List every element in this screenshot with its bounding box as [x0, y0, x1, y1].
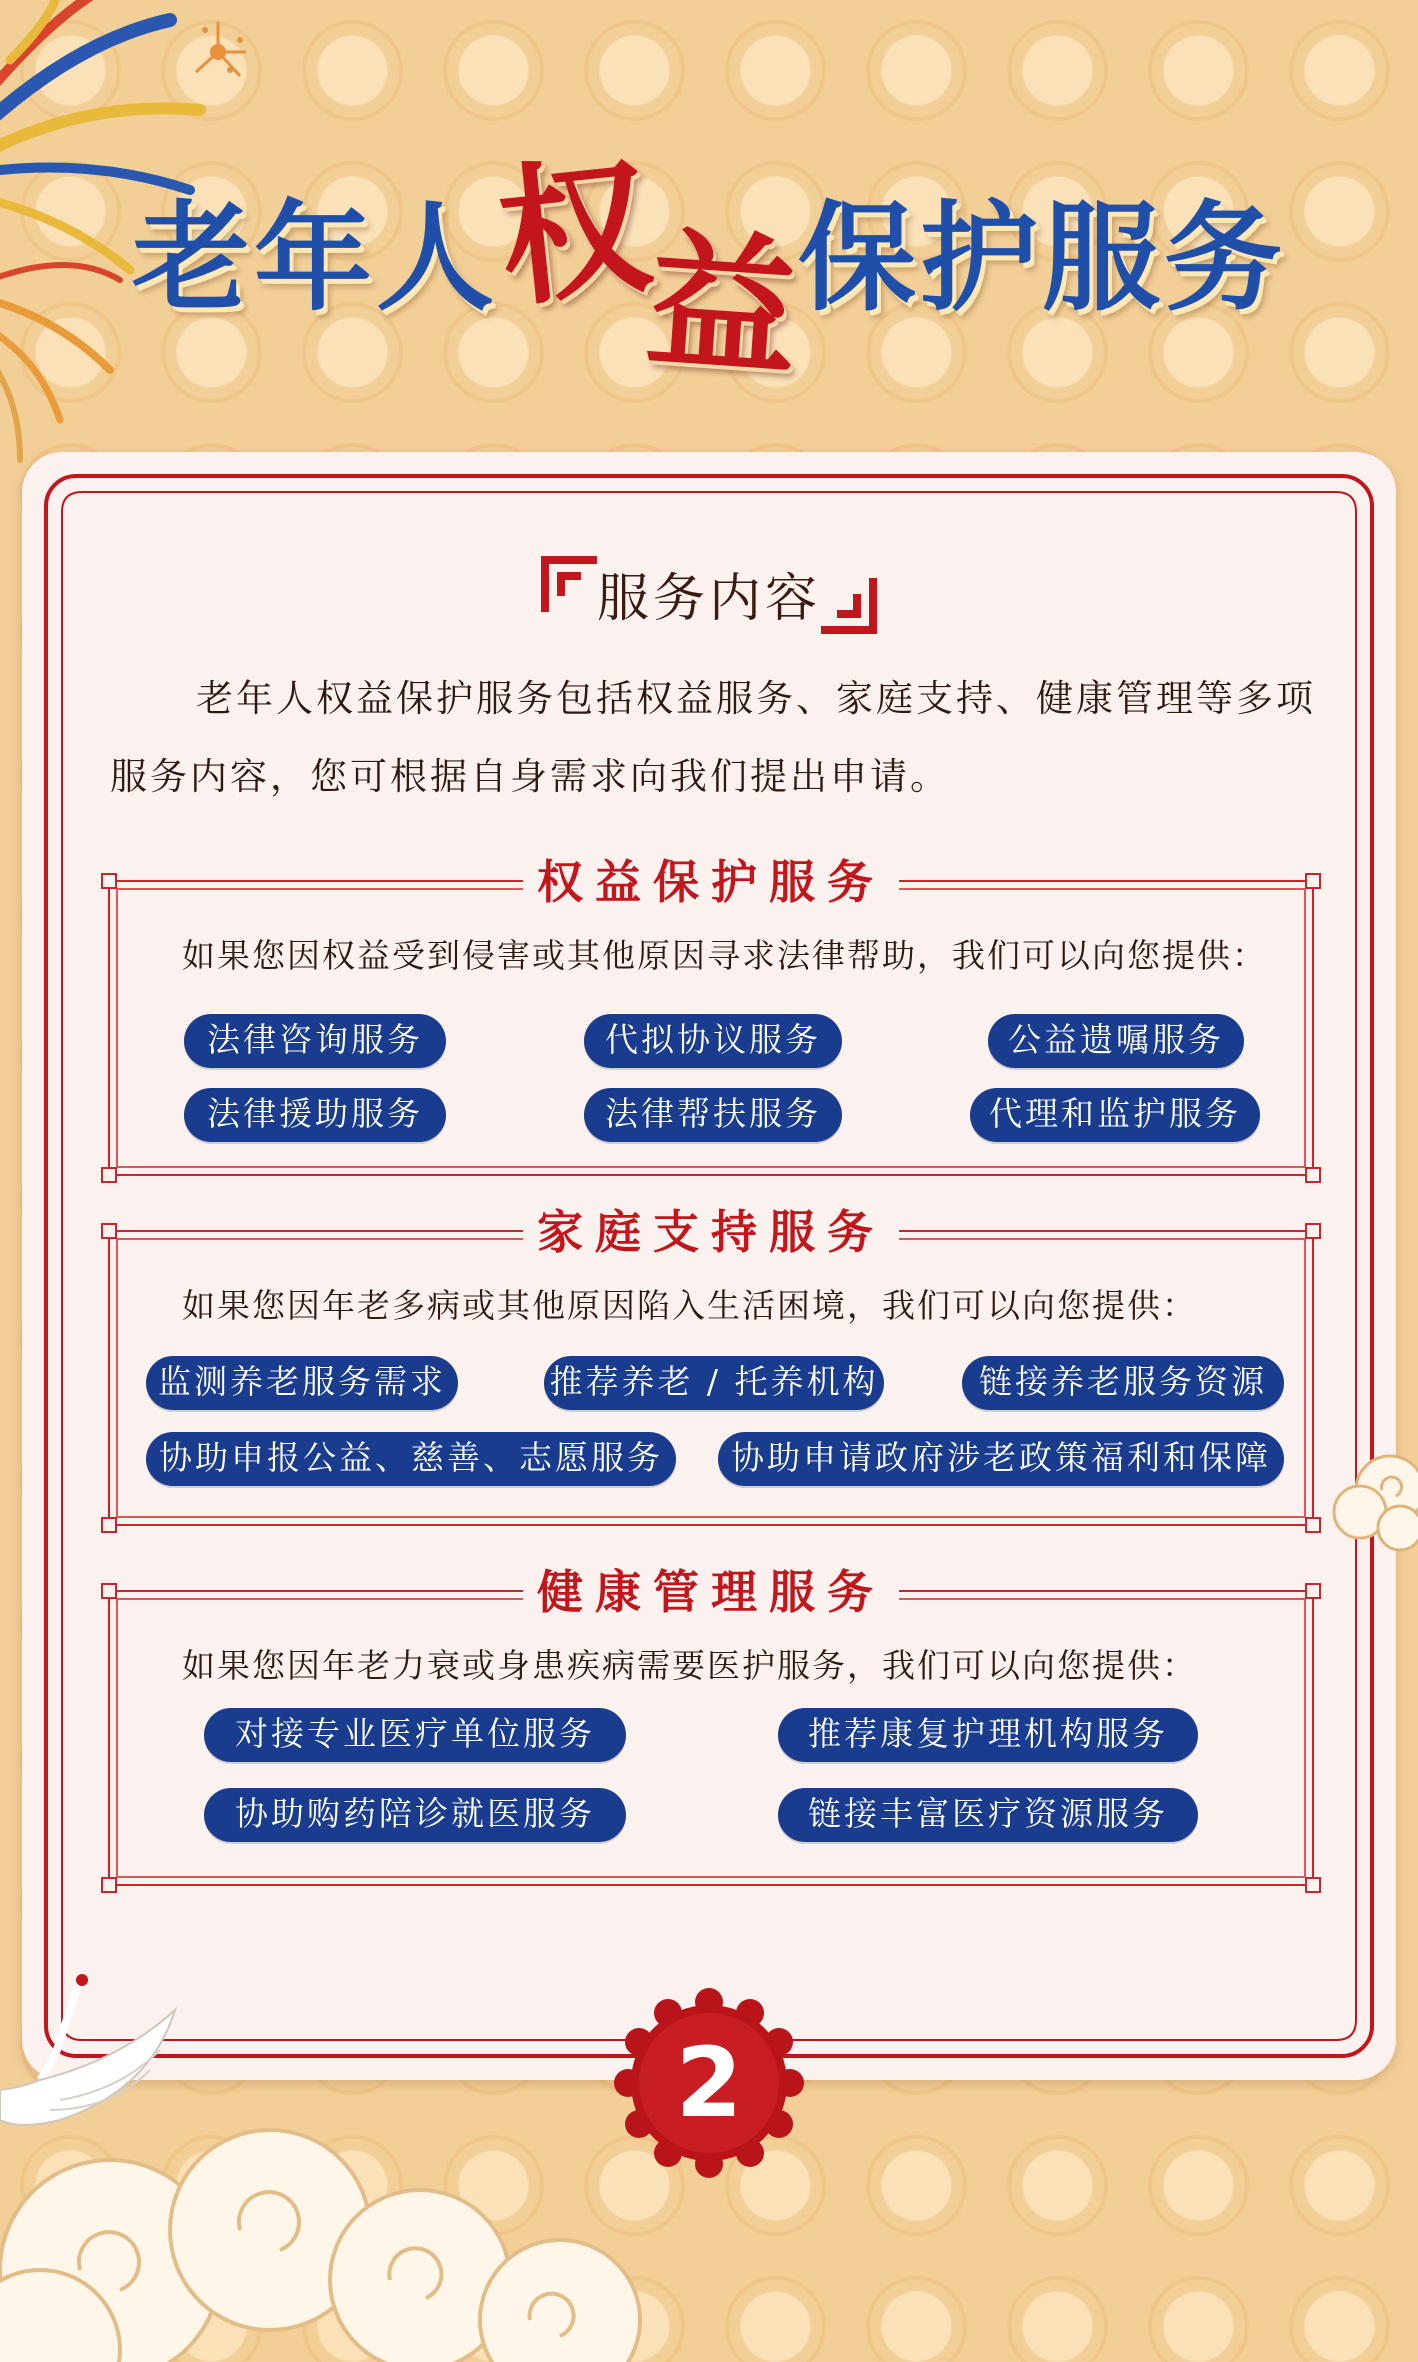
service-pill-legal-support[interactable]: 法律帮扶服务 — [584, 1088, 842, 1142]
section-heading — [0, 556, 1418, 629]
service-pill-medicine-escort[interactable]: 协助购药陪诊就医服务 — [204, 1788, 626, 1842]
clouds-decoration — [0, 2030, 800, 2362]
section-intro: 老年人权益保护服务包括权益服务、家庭支持、健康管理等多项服务内容，您可根据自身需求向我们提出申请。 — [110, 677, 1316, 798]
service-pill-recommend-institution[interactable]: 推荐养老 / 托养机构 — [544, 1356, 884, 1410]
title-part-2: 保护服务 — [798, 189, 1287, 327]
page-number: 2 — [675, 2027, 743, 2139]
cloud-right-decoration — [1320, 1440, 1418, 1560]
title-part-1: 老年人 — [131, 189, 498, 327]
main-title — [0, 137, 1418, 400]
service-pill-link-resources[interactable]: 链接养老服务资源 — [962, 1356, 1284, 1410]
service-pill-apply-charity[interactable]: 协助申报公益、慈善、志愿服务 — [146, 1432, 676, 1486]
service-pill-medical-unit[interactable]: 对接专业医疗单位服务 — [204, 1708, 626, 1762]
service-pill-legal-consultation[interactable]: 法律咨询服务 — [184, 1014, 446, 1068]
service-pill-monitor-needs[interactable]: 监测养老服务需求 — [146, 1356, 458, 1410]
corner-ornament-left-icon — [541, 556, 597, 612]
corner-ornament-right-icon — [821, 578, 877, 634]
group-title: 健康管理服务 — [523, 1556, 899, 1622]
service-pill-medical-resources[interactable]: 链接丰富医疗资源服务 — [778, 1788, 1198, 1842]
group-description: 如果您因权益受到侵害或其他原因寻求法律帮助，我们可以向您提供： — [182, 936, 1267, 975]
service-pill-agency-guardianship[interactable]: 代理和监护服务 — [970, 1088, 1260, 1142]
service-pill-agreement-drafting[interactable]: 代拟协议服务 — [584, 1014, 842, 1068]
title-accent-2: 益 — [641, 211, 804, 398]
service-pill-public-will[interactable]: 公益遗嘱服务 — [988, 1014, 1244, 1068]
title-accent-1: 权 — [490, 137, 659, 329]
section-heading-text: 服务内容 — [596, 569, 821, 629]
service-pill-legal-aid[interactable]: 法律援助服务 — [184, 1088, 446, 1142]
group-rights-protection — [108, 855, 1314, 1176]
group-health-management — [108, 1565, 1314, 1886]
group-title: 家庭支持服务 — [523, 1196, 899, 1262]
service-pill-apply-welfare[interactable]: 协助申请政府涉老政策福利和保障 — [718, 1432, 1284, 1486]
service-pill-rehab-institution[interactable]: 推荐康复护理机构服务 — [778, 1708, 1198, 1762]
group-title: 权益保护服务 — [523, 846, 899, 912]
group-description: 如果您因年老多病或其他原因陷入生活困境，我们可以向您提供： — [182, 1286, 1197, 1325]
group-family-support — [108, 1205, 1314, 1526]
group-description: 如果您因年老力衰或身患疾病需要医护服务，我们可以向您提供： — [182, 1646, 1197, 1685]
